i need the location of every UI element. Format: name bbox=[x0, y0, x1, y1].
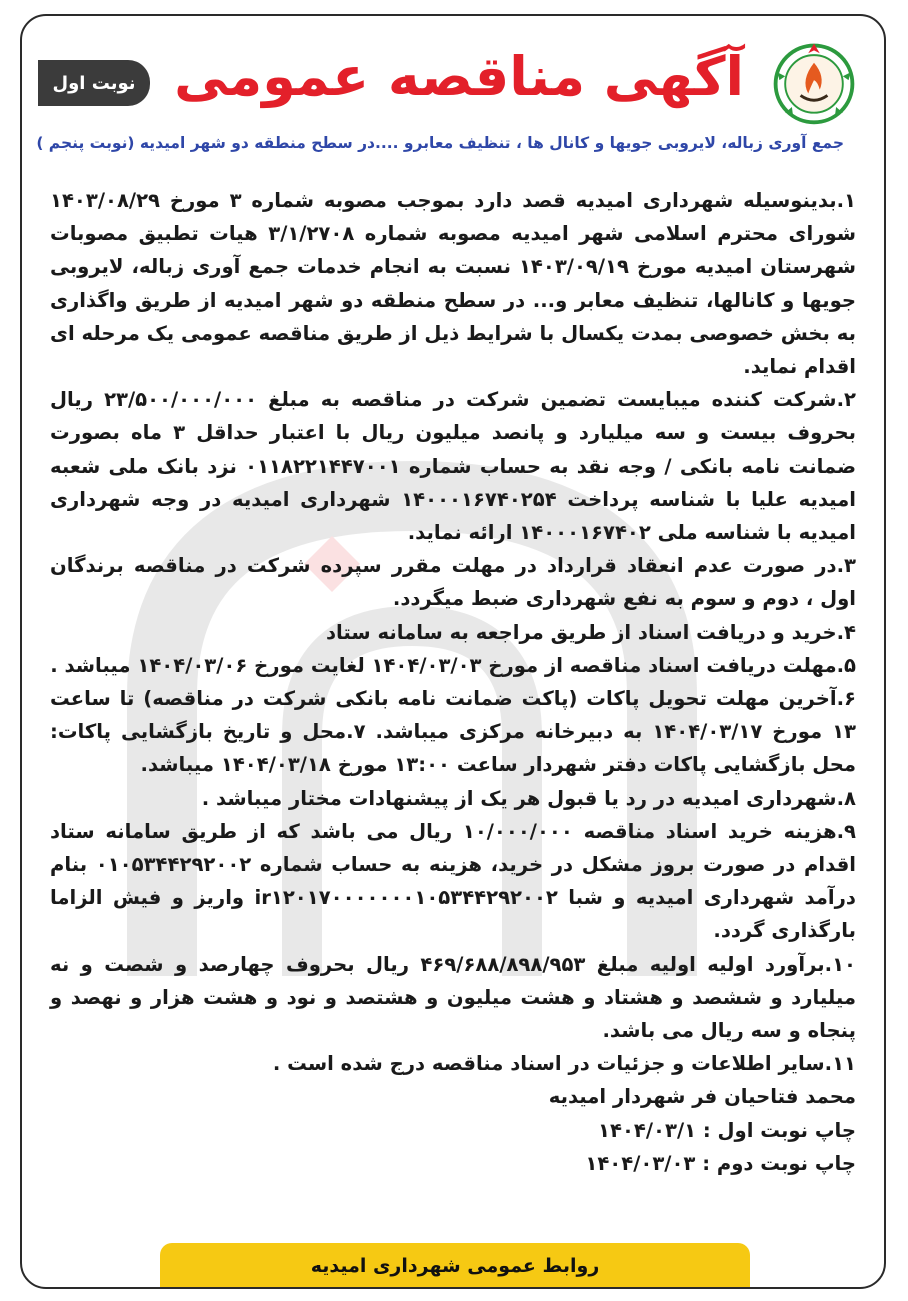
notice-frame bbox=[20, 14, 886, 1289]
clause-3: ۳.در صورت عدم انعقاد قرارداد در مهلت مقرر سپرده شرکت در مناقصه برندگان اول ، دوم و سوم به نفع شهرداری ضبط میگردد. bbox=[50, 554, 856, 611]
clause-9: ۹.هزینه خرید اسناد مناقصه ۱۰/۰۰۰/۰۰۰ ریال می باشد که از طریق سامانه ستاد اقدام در صورت بروز مشکل در خرید، هزینه به حساب شماره ۰۱۰۵۳۴۴۲۹۲۰۰۲ بنام درآمد شهرداری امیدیه و شبا ir۱۲۰۱۷۰۰۰۰۰۰۰۱۰۵۳۴۴۲۹۲۰۰۲ واریز و فیش الزاما بارگذاری گردد. bbox=[50, 819, 856, 943]
municipality-logo-icon bbox=[766, 34, 862, 130]
round-badge: نوبت اول bbox=[38, 60, 150, 106]
print-second-date: چاپ نوبت دوم : ۱۴۰۴/۰۳/۰۳ bbox=[585, 1151, 856, 1175]
clause-8: ۸.شهرداری امیدیه در رد یا قبول هر یک از پیشنهادات مختار میباشد . bbox=[201, 786, 856, 810]
signatory: محمد فتاحیان فر شهردار امیدیه bbox=[548, 1085, 856, 1109]
notice-subtitle: جمع آوری زباله، لایروبی جویها و کانال ها ، تنظیف معابرو ....در سطح منطقه دو شهر امیدیه (نوبت پنجم ) bbox=[36, 134, 844, 152]
signoff bbox=[50, 1080, 856, 1180]
clause-6-7: ۶.آخرین مهلت تحویل پاکات (پاکت ضمانت نامه بانکی شرکت در مناقصه) تا ساعت ۱۳ مورخ ۱۴۰۴/۰۳/۱۷ به دبیرخانه مرکزی میباشد. ۷.محل و تاریخ بازگشایی پاکات: محل بازگشایی پاکات دفتر شهردار ساعت ۱۳:۰۰ مورخ ۱۴۰۴/۰۳/۱۸ میباشد. bbox=[50, 687, 857, 777]
clause-5: ۵.مهلت دریافت اسناد مناقصه از مورخ ۱۴۰۴/۰۳/۰۳ لغایت مورخ ۱۴۰۴/۰۳/۰۶ میباشد . bbox=[50, 653, 856, 677]
clause-2: ۲.شرکت کننده میبایست تضمین شرکت در مناقصه به مبلغ ۲۳/۵۰۰/۰۰۰/۰۰۰ ریال بحروف بیست و سه میلیارد و پانصد میلیون ریال با اعتبار حداقل ۳ ماه بصورت ضمانت نامه بانکی / وجه نقد به حساب شماره ۰۱۱۸۲۲۱۴۴۷۰۰۱ نزد بانک ملی شعبه امیدیه علیا با شناسه پرداخت ۱۴۰۰۰۱۶۷۴۰۲۵۴ شهرداری امیدیه در وجه شهرداری امیدیه با شناسه ملی ۱۴۰۰۰۱۶۷۴۰۲ ارائه نماید. bbox=[50, 388, 856, 545]
clause-11: ۱۱.سایر اطلاعات و جزئیات در اسناد مناقصه درج شده است . bbox=[272, 1052, 856, 1076]
clause-1: ۱.بدینوسیله شهرداری امیدیه قصد دارد بموجب مصوبه شماره ۳ مورخ ۱۴۰۳/۰۸/۲۹ شورای محترم اسلامی شهر امیدیه مصوبه شماره ۳/۱/۲۷۰۸ هیات تطبیق مصوبات شهرستان امیدیه مورخ ۱۴۰۳/۰۹/۱۹ نسبت به انجام خدمات جمع آوری زباله، لایروبی جویها و کانالها، تنظیف معابر و... در سطح منطقه دو شهر امیدیه از طریق واگذاری به بخش خصوصی بمدت یکسال با شرایط ذیل از طریق مناقصه عمومی یک مرحله ای اقدام نماید. bbox=[50, 189, 856, 379]
page-title: آگهی مناقصه عمومی bbox=[174, 45, 744, 108]
footer-public-relations: روابط عمومی شهرداری امیدیه bbox=[160, 1243, 750, 1289]
clause-10: ۱۰.برآورد اولیه اولیه مبلغ ۴۶۹/۶۸۸/۸۹۸/۹۵۳ ریال بحروف چهارصد و شصت و نه میلیارد و ششصد و هشتاد و هشت میلیون و هشتصد و نود و هشت هزار و نهصد و پنجاه و سه ریال می باشد. bbox=[50, 952, 856, 1043]
clause-4: ۴.خرید و دریافت اسناد از طریق مراجعه به سامانه ستاد bbox=[325, 620, 856, 644]
notice-body bbox=[50, 184, 856, 1180]
print-first-date: چاپ نوبت اول : ۱۴۰۴/۰۳/۱ bbox=[598, 1118, 856, 1142]
